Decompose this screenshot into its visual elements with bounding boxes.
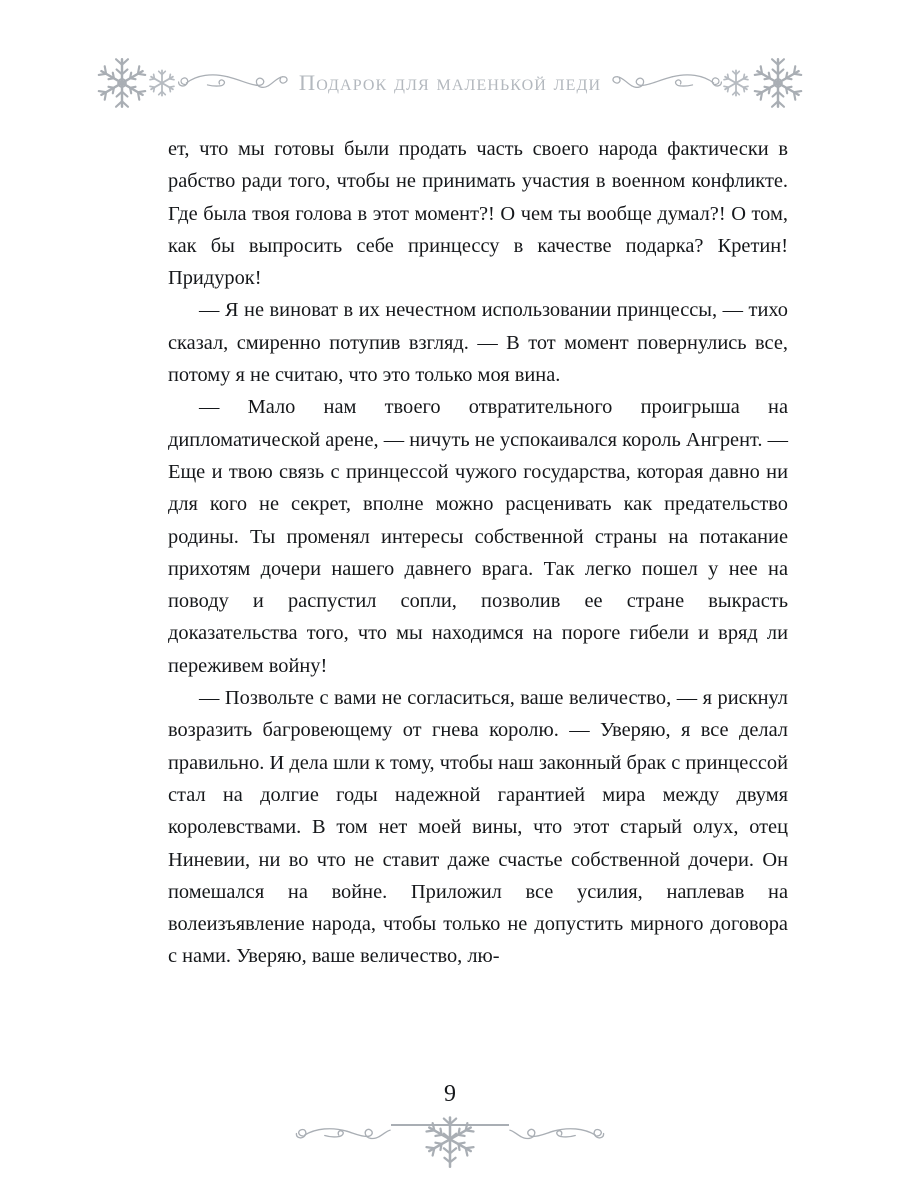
running-head [0, 52, 900, 114]
snowflake-icon [95, 56, 149, 110]
flourish-icon [509, 1123, 605, 1149]
flourish-icon [177, 70, 289, 96]
snowflake-small-icon [721, 68, 751, 98]
snowflake-small-icon [147, 68, 177, 98]
paragraph: — Мало нам твоего отвратительного проигрыша на дипломатической арене, — ничуть не успокаивался король Ангрент. — Еще и твою связь с принцессой чужого государства, которая давно ни для кого не секрет, вполне можно расценивать как предательство родины. Ты променял интересы собственной страны на потакание прихотям дочери нашего давнего врага. Так легко пошел у нее на поводу и распустил сопли, позволив ее стране выкрасть доказательства того, что мы находимся на пороге гибели и вряд ли переживем войну! [168, 396, 788, 677]
body-text-column [168, 133, 788, 973]
footer-ornament-group [0, 1111, 900, 1173]
snowflake-icon [751, 56, 805, 110]
flourish-icon [611, 70, 723, 96]
footer-center-ornament [391, 1111, 509, 1169]
page-number: 9 [444, 1081, 456, 1107]
page-footer [0, 1082, 900, 1173]
paragraph: ет, что мы готовы были продать часть своего народа фактически в рабство ради того, чтобы не принимать участия в военном конфликте. Где была твоя голова в этот момент?! О чем ты вообще думал?! О том, как бы выпросить себе принцессу в качестве подарка? Кретин! Придурок! [168, 138, 788, 290]
running-head-title: Подарок для маленькой леди [298, 70, 602, 95]
paragraph: — Позвольте с вами не согласиться, ваше величество, — я рискнул возразить багровеющему от гнева королю. — Уверяю, я все делал правильно. И дела шли к тому, чтобы наш законный брак с принцессой стал на долгие годы надежной гарантией мира между двумя королевствами. В том нет моей вины, что этот старый олух, отец Ниневии, ни во что не ставит даже счастье собственной дочери. Он помешался на войне. Приложил все усилия, наплевав на волеизъявление народа, чтобы только не допустить мирного договора с нами. Уверяю, ваше величество, лю- [168, 687, 788, 968]
paragraph: — Я не виноват в их нечестном использовании принцессы, — тихо сказал, смиренно потупив взгляд. — В тот момент повернулись все, потому я не считаю, что это только моя вина. [168, 299, 788, 387]
header-right-ornament-group [611, 56, 805, 110]
flourish-icon [295, 1123, 391, 1149]
header-left-ornament-group [95, 56, 289, 110]
snowflake-icon [419, 1113, 481, 1169]
